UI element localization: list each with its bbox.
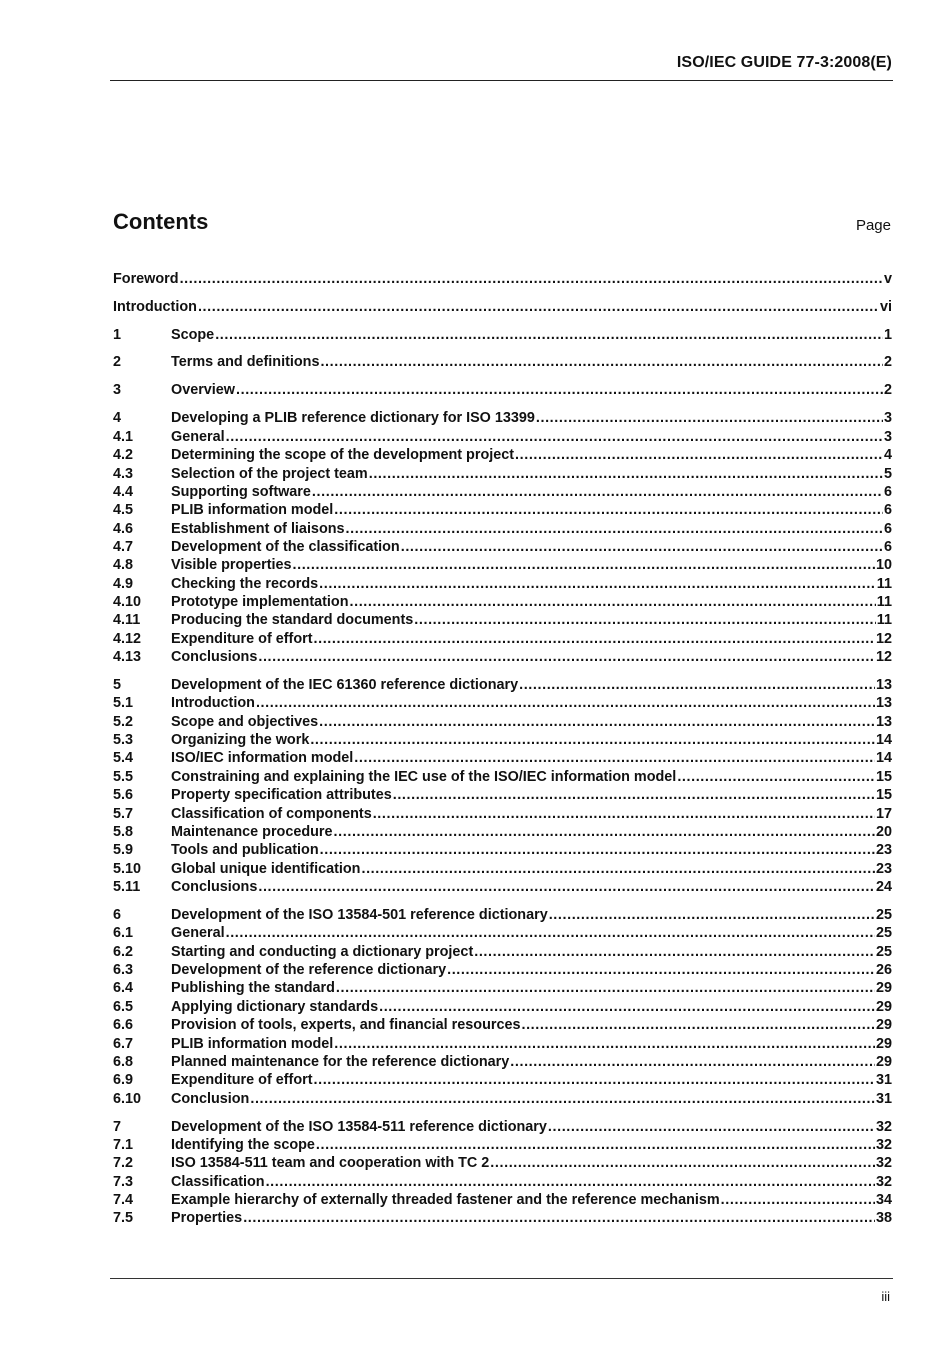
page-column-label: Page xyxy=(855,217,891,234)
toc-leader-dots xyxy=(198,298,879,316)
toc-entry[interactable] xyxy=(113,786,892,804)
toc-entry-number: 6.6 xyxy=(113,1017,134,1033)
toc-entry-page: 1 xyxy=(883,327,892,343)
toc-entry[interactable] xyxy=(113,731,892,749)
toc-entry-title: Starting and conducting a dictionary project xyxy=(171,944,474,960)
toc-entry-title: Provision of tools, experts, and financial resources xyxy=(171,1017,521,1033)
toc-entry-title: Scope xyxy=(171,327,215,343)
toc-leader-dots xyxy=(361,860,875,878)
toc-leader-dots xyxy=(519,676,875,694)
toc-entry[interactable] xyxy=(113,326,892,344)
toc-entry-number: 5.11 xyxy=(113,879,141,895)
toc-entry-number: 5.4 xyxy=(113,750,134,766)
toc-leader-dots xyxy=(354,749,875,767)
toc-leader-dots xyxy=(510,1053,875,1071)
toc-leader-dots xyxy=(226,924,875,942)
toc-entry-page: 32 xyxy=(875,1174,892,1190)
toc-entry-number: 5.7 xyxy=(113,806,134,822)
toc-entry[interactable] xyxy=(113,1090,892,1108)
toc-entry-title: Conclusions xyxy=(171,879,258,895)
toc-entry-page: 6 xyxy=(883,521,892,537)
toc-entry-page: vi xyxy=(879,299,892,315)
toc-entry-number: 5.9 xyxy=(113,842,134,858)
toc-entry-title: Visible properties xyxy=(171,557,292,573)
toc-entry[interactable] xyxy=(113,1016,892,1034)
toc-entry-page: 11 xyxy=(876,612,892,628)
page-title: Contents xyxy=(113,209,209,234)
toc-entry-page: 3 xyxy=(883,429,892,445)
toc-entry[interactable] xyxy=(113,1191,892,1209)
toc-entry-page: 4 xyxy=(883,447,892,463)
toc-entry-page: 6 xyxy=(883,502,892,518)
toc-leader-dots xyxy=(319,713,875,731)
toc-entry[interactable] xyxy=(113,556,892,574)
toc-entry-title: Terms and definitions xyxy=(171,354,320,370)
toc-entry-page: v xyxy=(883,271,892,287)
toc-leader-dots xyxy=(250,1090,875,1108)
toc-entry-page: 2 xyxy=(883,354,892,370)
toc-entry-number: 6.1 xyxy=(113,925,134,941)
toc-entry-page: 32 xyxy=(875,1119,892,1135)
toc-leader-dots xyxy=(490,1154,875,1172)
toc-entry-number: 2 xyxy=(113,354,122,370)
toc-leader-dots xyxy=(256,694,875,712)
toc-entry[interactable] xyxy=(113,1154,892,1172)
toc-entry-page: 12 xyxy=(875,631,892,647)
toc-entry[interactable] xyxy=(113,538,892,556)
toc-entry-page: 20 xyxy=(875,824,892,840)
toc-entry-number: 6.7 xyxy=(113,1036,134,1052)
toc-entry[interactable] xyxy=(113,768,892,786)
footer-page-number: iii xyxy=(881,1289,890,1304)
toc-leader-dots xyxy=(215,326,883,344)
toc-entry-page: 24 xyxy=(875,879,892,895)
toc-entry-page: 6 xyxy=(883,539,892,555)
toc-entry[interactable] xyxy=(113,501,892,519)
toc-leader-dots xyxy=(548,1118,875,1136)
toc-entry-page: 34 xyxy=(875,1192,892,1208)
toc-entry-number: 4.7 xyxy=(113,539,134,555)
toc-leader-dots xyxy=(369,465,883,483)
header-divider xyxy=(110,80,893,81)
toc-entry[interactable] xyxy=(113,1053,892,1071)
toc-entry-page: 13 xyxy=(875,677,892,693)
toc-entry-number: 5.1 xyxy=(113,695,134,711)
toc-entry[interactable] xyxy=(113,409,892,427)
toc-entry-title: Tools and publication xyxy=(171,842,319,858)
toc-entry[interactable] xyxy=(113,428,892,446)
toc-leader-dots xyxy=(334,501,883,519)
toc-leader-dots xyxy=(243,1209,875,1227)
toc-entry-title: Expenditure of effort xyxy=(171,1072,313,1088)
toc-entry[interactable] xyxy=(113,1136,892,1154)
toc-entry-title: Properties xyxy=(171,1210,243,1226)
toc-entry-page: 12 xyxy=(875,649,892,665)
toc-entry-title: Development of the ISO 13584-511 reference dictionary xyxy=(171,1119,547,1135)
toc-entry[interactable] xyxy=(113,630,892,648)
toc-leader-dots xyxy=(474,943,875,961)
toc-leader-dots xyxy=(334,1035,875,1053)
toc-leader-dots xyxy=(226,428,883,446)
toc-entry-number: 5 xyxy=(113,677,122,693)
toc-entry[interactable] xyxy=(113,298,892,316)
toc-entry[interactable] xyxy=(113,465,892,483)
footer-divider xyxy=(110,1278,893,1279)
toc-entry-title: Planned maintenance for the reference dictionary xyxy=(171,1054,510,1070)
toc-entry-title: ISO 13584-511 team and cooperation with TC 2 xyxy=(171,1155,490,1171)
toc-leader-dots xyxy=(320,353,883,371)
toc-entry-page: 13 xyxy=(875,714,892,730)
toc-entry-page: 10 xyxy=(875,557,892,573)
toc-entry-page: 25 xyxy=(875,944,892,960)
toc-entry[interactable] xyxy=(113,648,892,666)
toc-entry-page: 31 xyxy=(875,1072,892,1088)
toc-entry-title: Foreword xyxy=(113,271,179,287)
toc-entry-number: 6.3 xyxy=(113,962,134,978)
toc-entry[interactable] xyxy=(113,805,892,823)
toc-entry-number: 4.1 xyxy=(113,429,134,445)
toc-entry-page: 14 xyxy=(875,732,892,748)
toc-entry-page: 11 xyxy=(876,576,892,592)
toc-leader-dots xyxy=(334,823,875,841)
toc-entry-page: 29 xyxy=(875,1054,892,1070)
toc-entry-title: Publishing the standard xyxy=(171,980,335,996)
toc-leader-dots xyxy=(320,841,875,859)
toc-entry-title: Classification of components xyxy=(171,806,372,822)
toc-entry-number: 6.2 xyxy=(113,944,134,960)
toc-entry-number: 7 xyxy=(113,1119,122,1135)
toc-leader-dots xyxy=(515,446,883,464)
toc-entry-page: 3 xyxy=(883,410,892,426)
toc-entry-page: 15 xyxy=(875,769,892,785)
toc-entry[interactable] xyxy=(113,924,892,942)
toc-entry[interactable] xyxy=(113,841,892,859)
toc-entry-title: Selection of the project team xyxy=(171,466,368,482)
toc-entry-title: Organizing the work xyxy=(171,732,310,748)
toc-entry-number: 7.2 xyxy=(113,1155,134,1171)
toc-entry-title: Prototype implementation xyxy=(171,594,349,610)
toc-entry-page: 14 xyxy=(875,750,892,766)
toc-entry[interactable] xyxy=(113,878,892,896)
toc-entry-title: Conclusion xyxy=(171,1091,250,1107)
toc-entry-page: 32 xyxy=(875,1137,892,1153)
toc-entry-page: 23 xyxy=(875,842,892,858)
toc-entry-number: 4.8 xyxy=(113,557,134,573)
toc-entry[interactable] xyxy=(113,1071,892,1089)
toc-entry-page: 29 xyxy=(875,980,892,996)
toc-entry-title: Developing a PLIB reference dictionary for ISO 13399 xyxy=(171,410,535,426)
toc-entry-number: 6.4 xyxy=(113,980,134,996)
toc-entry-title: PLIB information model xyxy=(171,502,334,518)
toc-entry-title: Development of the IEC 61360 reference dictionary xyxy=(171,677,519,693)
toc-entry[interactable] xyxy=(113,998,892,1016)
toc-leader-dots xyxy=(266,1173,875,1191)
toc-entry-title: Development of the ISO 13584-501 reference dictionary xyxy=(171,907,548,923)
toc-entry[interactable] xyxy=(113,353,892,371)
toc-entry[interactable] xyxy=(113,381,892,399)
toc-entry-title: Supporting software xyxy=(171,484,311,500)
toc-entry[interactable] xyxy=(113,676,892,694)
toc-entry[interactable] xyxy=(113,823,892,841)
toc-entry-page: 38 xyxy=(875,1210,892,1226)
toc-entry-number: 4.5 xyxy=(113,502,134,518)
toc-leader-dots xyxy=(521,1016,875,1034)
toc-entry-page: 6 xyxy=(883,484,892,500)
toc-entry[interactable] xyxy=(113,1035,892,1053)
toc-leader-dots xyxy=(346,520,883,538)
toc-entry[interactable] xyxy=(113,749,892,767)
toc-entry-title: PLIB information model xyxy=(171,1036,334,1052)
toc-entry-number: 5.5 xyxy=(113,769,134,785)
toc-leader-dots xyxy=(258,648,875,666)
toc-leader-dots xyxy=(373,805,875,823)
toc-entry-number: 4.3 xyxy=(113,466,134,482)
toc-leader-dots xyxy=(549,906,875,924)
toc-entry-title: Classification xyxy=(171,1174,265,1190)
toc-entry-title: Establishment of liaisons xyxy=(171,521,345,537)
toc-entry[interactable] xyxy=(113,979,892,997)
toc-entry-title: ISO/IEC information model xyxy=(171,750,354,766)
toc-entry[interactable] xyxy=(113,906,892,924)
toc-entry-number: 5.2 xyxy=(113,714,134,730)
toc-entry-title: Overview xyxy=(171,382,235,398)
toc-entry-number: 6.5 xyxy=(113,999,134,1015)
document-id-header: ISO/IEC GUIDE 77-3:2008(E) xyxy=(676,54,892,71)
toc-entry[interactable] xyxy=(113,694,892,712)
toc-entry-number: 4.6 xyxy=(113,521,134,537)
toc-leader-dots xyxy=(447,961,875,979)
toc-leader-dots xyxy=(677,768,875,786)
toc-leader-dots xyxy=(401,538,883,556)
toc-entry-number: 4.12 xyxy=(113,631,142,647)
toc-entry-title: Introduction xyxy=(113,299,197,315)
toc-leader-dots xyxy=(350,593,876,611)
toc-entry-number: 5.6 xyxy=(113,787,134,803)
toc-leader-dots xyxy=(314,1071,875,1089)
toc-leader-dots xyxy=(314,630,875,648)
toc-entry-page: 5 xyxy=(883,466,892,482)
toc-entry-page: 26 xyxy=(875,962,892,978)
toc-leader-dots xyxy=(414,611,876,629)
toc-entry-number: 4 xyxy=(113,410,122,426)
toc-entry-title: Applying dictionary standards xyxy=(171,999,379,1015)
toc-entry-number: 6 xyxy=(113,907,122,923)
toc-entry[interactable] xyxy=(113,713,892,731)
toc-entry-number: 7.4 xyxy=(113,1192,134,1208)
toc-entry[interactable] xyxy=(113,1173,892,1191)
toc-entry-page: 31 xyxy=(875,1091,892,1107)
toc-entry-number: 6.8 xyxy=(113,1054,134,1070)
toc-leader-dots xyxy=(336,979,875,997)
toc-entry-number: 4.4 xyxy=(113,484,134,500)
toc-leader-dots xyxy=(319,575,876,593)
toc-entry[interactable] xyxy=(113,611,892,629)
toc-entry[interactable] xyxy=(113,520,892,538)
toc-entry[interactable] xyxy=(113,483,892,501)
toc-entry-title: Producing the standard documents xyxy=(171,612,414,628)
toc-entry-page: 11 xyxy=(876,594,892,610)
toc-entry-title: Scope and objectives xyxy=(171,714,319,730)
toc-entry[interactable] xyxy=(113,575,892,593)
toc-entry-number: 7.5 xyxy=(113,1210,134,1226)
toc-entry-title: Introduction xyxy=(171,695,255,711)
toc-leader-dots xyxy=(258,878,875,896)
toc-entry-page: 29 xyxy=(875,1036,892,1052)
toc-entry-number: 4.10 xyxy=(113,594,142,610)
toc-leader-dots xyxy=(310,731,875,749)
toc-entry[interactable] xyxy=(113,1118,892,1136)
toc-entry-number: 6.10 xyxy=(113,1091,142,1107)
toc-entry-title: Maintenance procedure xyxy=(171,824,333,840)
toc-entry-page: 15 xyxy=(875,787,892,803)
toc-entry-title: Example hierarchy of externally threaded fastener and the reference mechanism xyxy=(171,1192,720,1208)
toc-entry-number: 6.9 xyxy=(113,1072,134,1088)
toc-leader-dots xyxy=(293,556,875,574)
toc-entry-title: Development of the reference dictionary xyxy=(171,962,447,978)
toc-entry-title: Checking the records xyxy=(171,576,319,592)
toc-leader-dots xyxy=(316,1136,875,1154)
toc-entry-title: General xyxy=(171,925,225,941)
toc-leader-dots xyxy=(536,409,883,427)
toc-leader-dots xyxy=(236,381,883,399)
toc-entry[interactable] xyxy=(113,1209,892,1227)
toc-entry-title: Conclusions xyxy=(171,649,258,665)
toc-leader-dots xyxy=(312,483,883,501)
toc-entry-number: 4.13 xyxy=(113,649,142,665)
toc-entry-page: 25 xyxy=(875,925,892,941)
toc-entry-title: Constraining and explaining the IEC use of the ISO/IEC information model xyxy=(171,769,677,785)
toc-leader-dots xyxy=(721,1191,875,1209)
toc-entry-page: 13 xyxy=(875,695,892,711)
toc-entry-page: 17 xyxy=(875,806,892,822)
toc-entry-page: 29 xyxy=(875,1017,892,1033)
toc-entry[interactable] xyxy=(113,270,892,288)
toc-entry[interactable] xyxy=(113,943,892,961)
toc-entry-number: 7.3 xyxy=(113,1174,134,1190)
toc-entry-title: Determining the scope of the development project xyxy=(171,447,515,463)
toc-entry-title: General xyxy=(171,429,225,445)
toc-entry-page: 29 xyxy=(875,999,892,1015)
toc-leader-dots xyxy=(180,270,883,288)
toc-leader-dots xyxy=(379,998,875,1016)
toc-entry[interactable] xyxy=(113,860,892,878)
toc-entry-number: 5.3 xyxy=(113,732,134,748)
toc-entry-page: 23 xyxy=(875,861,892,877)
toc-leader-dots xyxy=(393,786,875,804)
toc-entry-number: 5.10 xyxy=(113,861,142,877)
toc-entry-title: Expenditure of effort xyxy=(171,631,313,647)
toc-entry-number: 7.1 xyxy=(113,1137,134,1153)
toc-entry-page: 25 xyxy=(875,907,892,923)
toc-entry-title: Identifying the scope xyxy=(171,1137,315,1153)
toc-entry[interactable] xyxy=(113,961,892,979)
toc-entry-number: 5.8 xyxy=(113,824,134,840)
toc-entry-number: 4.2 xyxy=(113,447,134,463)
toc-entry-number: 4.9 xyxy=(113,576,134,592)
toc-entry-number: 4.11 xyxy=(113,612,141,628)
toc-entry[interactable] xyxy=(113,593,892,611)
toc-entry-title: Property specification attributes xyxy=(171,787,392,803)
toc-entry-title: Global unique identification xyxy=(171,861,361,877)
toc-entry-number: 1 xyxy=(113,327,122,343)
toc-entry-page: 32 xyxy=(875,1155,892,1171)
toc-entry[interactable] xyxy=(113,446,892,464)
toc-entry-page: 2 xyxy=(883,382,892,398)
toc-entry-number: 3 xyxy=(113,382,122,398)
toc-entry-title: Development of the classification xyxy=(171,539,400,555)
